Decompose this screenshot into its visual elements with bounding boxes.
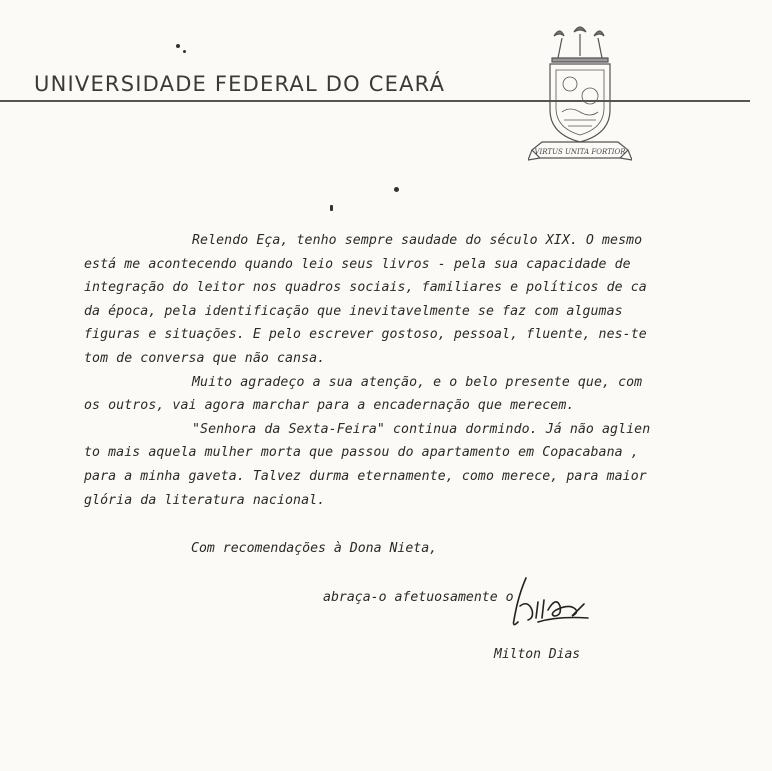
typed-name: Milton Dias (494, 647, 581, 662)
body-line: Relendo Eça, tenho sempre saudade do século XIX. O mesmo (192, 233, 643, 248)
handwritten-signature-icon (508, 576, 592, 634)
university-crest-icon (528, 24, 632, 170)
letter-body (84, 229, 651, 512)
recommendation-line: Com recomendações à Dona Nieta, (191, 541, 438, 556)
body-line: está me acontecendo quando leio seus livros - pela sua capacidade de (84, 256, 631, 272)
ink-speck (330, 205, 333, 211)
body-line: glória da literatura nacional. (84, 492, 326, 508)
body-line: os outros, vai agora marchar para a encadernação que merecem. (84, 398, 575, 414)
body-line: Muito agradeço a sua atenção, e o belo presente que, com (192, 374, 643, 390)
crest-motto: VIRTUS UNITA FORTIOR (534, 148, 626, 156)
body-line: tom de conversa que não cansa. (84, 350, 326, 366)
ink-speck (183, 50, 186, 53)
body-line: "Senhora da Sexta-Feira" continua dormindo. Já não aglien (192, 421, 651, 437)
sign-off-line: abraça-o afetuosamente o (323, 590, 514, 605)
body-line: integração do leitor nos quadros sociais, familiares e políticos de ca (84, 280, 647, 296)
body-line: to mais aquela mulher morta que passou do apartamento em Copacabana , (84, 445, 639, 461)
ink-speck (394, 187, 399, 192)
body-line: para a minha gaveta. Talvez durma eternamente, como merece, para maior (84, 468, 647, 484)
ink-speck (176, 44, 180, 48)
institution-name: UNIVERSIDADE FEDERAL DO CEARÁ (34, 72, 446, 96)
body-line: da época, pela identificação que inevitavelmente se faz com algumas (84, 303, 623, 319)
letterhead-rule (0, 100, 750, 102)
body-line: figuras e situações. E pelo escrever gostoso, pessoal, fluente, nes-te (84, 327, 647, 343)
